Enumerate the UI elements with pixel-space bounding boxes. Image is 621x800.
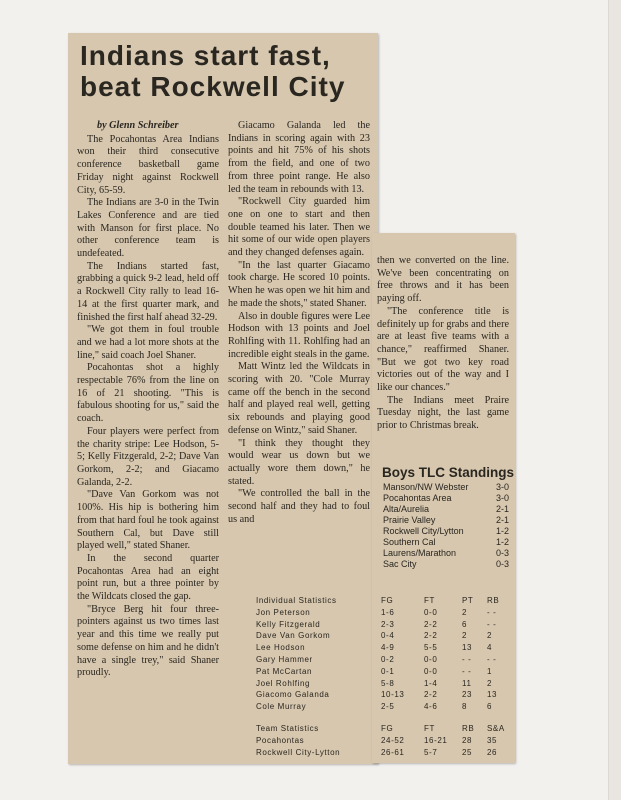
stats-row (256, 701, 510, 713)
paragraph: "Rockwell City guarded him one on one to start and then double teamed his later. Then we hit some of our wide open players and they changed defenses again. (228, 196, 370, 259)
standings-record: 0-3 (495, 548, 509, 558)
paragraph: then we converted on the line. We've been concentrating on free throws and it has been paying off. (377, 255, 509, 305)
stats-cell: 6 (487, 702, 493, 712)
stats-cell: 26-61 (381, 747, 405, 757)
paragraph: "Bryce Berg hit four three-pointers against us two times last year and this time we really put some defense on him and he didn't have a single trey," said Shaner proudly. (77, 603, 219, 679)
stats-cell: 13 (487, 690, 498, 700)
byline: by Glenn Schreiber (97, 120, 179, 131)
stats-cell: 4-9 (381, 643, 395, 653)
stats-header-row (256, 595, 510, 607)
stats-header-cell: FG (381, 596, 394, 605)
stats-cell: Cole Murray (256, 702, 307, 712)
stats-row (256, 607, 510, 619)
paragraph: In the second quarter Pocahontas Area had an eight point run, but a three pointer by the Wildcats closed the gap. (77, 552, 219, 603)
paragraph: Matt Wintz led the Wildcats in scoring with 20. "Cole Murray came off the bench in the second half and played real well, getting six rebounds and playing good defense on Wintz," said Shaner. (228, 361, 370, 436)
standings-row (383, 504, 509, 515)
paragraph: "I think they thought they would wear us down but we actually wore them down," he stated. (228, 437, 370, 487)
article-column-1 (77, 120, 219, 680)
stats-row (256, 747, 510, 759)
stats-cell: 0-1 (381, 666, 395, 676)
standings-team: Alta/Aurelia (383, 504, 430, 514)
standings-team: Pocahontas Area (383, 493, 452, 503)
stats-cell: Pat McCartan (256, 666, 313, 676)
standings-record: 3-0 (495, 482, 509, 492)
stats-row (256, 735, 510, 747)
stats-row (256, 678, 510, 690)
standings-row (383, 482, 509, 493)
stats-cell: - - (487, 607, 497, 617)
stats-cell: 0-0 (424, 666, 438, 676)
standings-record: 3-0 (495, 493, 509, 503)
stats-header-cell: RB (487, 596, 500, 605)
stats-cell: 6 (462, 619, 468, 629)
stats-header-cell: FT (424, 723, 435, 733)
standings-row (383, 526, 509, 537)
stats-cell: 2 (487, 678, 493, 688)
stats-cell: 4-6 (424, 702, 438, 712)
stats-cell: 2-2 (424, 631, 438, 641)
standings-team: Sac City (383, 559, 417, 569)
stats-cell: Rockwell City-Lytton (256, 747, 341, 757)
headline-line-2: beat Rockwell City (80, 71, 346, 102)
stats-cell: 23 (462, 690, 473, 700)
stats-cell: 5-8 (381, 678, 395, 688)
stats-cell: 1-6 (381, 607, 395, 617)
paragraph: The Pocahontas Area Indians won their third consecutive conference basketball game Friday night against Rockwell City, 65-59. (77, 133, 219, 196)
stats-cell: 28 (462, 735, 473, 745)
paragraph: Giacamo Galanda led the Indians in scoring again with 23 points and hit 75% of his shots from the field, and one of two from three point range. He also led the team in rebounds with 13. (228, 120, 370, 195)
stats-header-cell: FT (424, 596, 435, 605)
stats-cell: 2-2 (424, 619, 438, 629)
stats-cell: Jon Peterson (256, 607, 311, 617)
team-stats-table (256, 723, 510, 758)
stats-cell: 0-2 (381, 654, 395, 664)
stats-cell: 2 (462, 607, 468, 617)
article-column-3 (377, 255, 509, 433)
paragraph: The Indians are 3-0 in the Twin Lakes Conference and are tied with Manson for first place. No other conference team is undefeated. (77, 197, 219, 260)
stats-cell: 26 (487, 747, 498, 757)
standings-table (383, 482, 509, 570)
stats-cell: - - (462, 666, 472, 676)
paragraph: "Dave Van Gorkom was not 100%. His hip is bothering him from that hard foul he took against Southern Cal, but Dave still played well," stated Shaner. (77, 489, 219, 552)
stats-cell: 2 (462, 631, 468, 641)
stats-cell: 11 (462, 678, 472, 688)
standings-row (383, 515, 509, 526)
stats-cell: 5-5 (424, 643, 438, 653)
paragraph: "We got them in foul trouble and we had a lot more shots at the line," said coach Joel Shaner. (77, 324, 219, 361)
stats-header-cell: Team Statistics (256, 723, 319, 733)
stats-cell: 13 (462, 643, 473, 653)
stats-row (256, 654, 510, 666)
stats-cell: Lee Hodson (256, 643, 306, 653)
paragraph: "We controlled the ball in the second half and they had to foul us and (228, 488, 370, 525)
stats-header-cell: FG (381, 723, 394, 733)
paragraph: Pocahontas shot a highly respectable 76% from the line on 16 of 21 shooting. "This is fabulous shooting for us," said the coach. (77, 362, 219, 425)
stats-header-cell: PT (462, 596, 474, 605)
standings-row (383, 548, 509, 559)
stats-cell: 25 (462, 747, 473, 757)
standings-row (383, 493, 509, 504)
standings-title: Boys TLC Standings (382, 465, 515, 480)
stats-row (256, 630, 510, 642)
paragraph: "In the last quarter Giacamo took charge. He scored 10 points. When he was open we hit him and he made the shots," stated Shaner. (228, 259, 370, 309)
standings-team: Laurens/Marathon (383, 548, 457, 558)
standings-team: Manson/NW Webster (383, 482, 469, 492)
stats-cell: Giacomo Galanda (256, 690, 330, 700)
stats-cell: - - (462, 654, 472, 664)
stats-header-cell: S&A (487, 723, 505, 733)
stats-cell: 10-13 (381, 690, 405, 700)
standings-team: Southern Cal (383, 537, 436, 547)
stats-cell: Gary Hammer (256, 654, 313, 664)
stats-cell: 5-7 (424, 747, 438, 757)
stats-cell: Kelly Fitzgerald (256, 619, 321, 629)
stats-cell: 8 (462, 702, 468, 712)
paragraph: The Indians meet Praire Tuesday night, the last game prior to Christmas break. (377, 394, 509, 432)
stats-cell: - - (487, 654, 497, 664)
paragraph: The Indians started fast, grabbing a quick 9-2 lead, held off a Rockwell City rally to lead 16-14 at the first quarter mark, and finished the first half ahead 32-29. (77, 260, 219, 323)
standings-team: Rockwell City/Lytton (383, 526, 464, 536)
standings-row (383, 559, 509, 570)
paragraph: "The conference title is definitely up for grabs and there are at least five teams with a chance," reaffirmed Shaner. "But we got two key road victories out of the way and I like our chances." (377, 305, 509, 394)
stats-cell: 1 (487, 666, 493, 676)
paragraph: Four players were perfect from the charity stripe: Lee Hodson, 5-5; Kelly Fitzgerald, 2-2; Dave Van Gorkom, 2-2; and Giacamo Galanda, 2-2. (77, 425, 219, 488)
stats-cell: - - (487, 619, 497, 629)
stats-header-cell: RB (462, 723, 475, 733)
stats-cell: 24-52 (381, 735, 405, 745)
stats-cell: 0-4 (381, 631, 395, 641)
page-edge (608, 0, 621, 800)
stats-cell: 1-4 (424, 678, 438, 688)
headline-line-1: Indians start fast, (80, 40, 331, 71)
standings-row (383, 537, 509, 548)
stats-cell: Dave Van Gorkom (256, 631, 331, 641)
standings-record: 2-1 (495, 515, 509, 525)
stats-cell: Joel Rohlfing (256, 678, 311, 688)
stats-cell: 35 (487, 735, 498, 745)
stats-cell: 4 (487, 643, 493, 653)
stats-cell: 0-0 (424, 607, 438, 617)
stats-cell: 0-0 (424, 654, 438, 664)
standings-record: 0-3 (495, 559, 509, 569)
stats-cell: 2 (487, 631, 493, 641)
stats-header-cell: Individual Statistics (256, 596, 337, 605)
stats-cell: 16-21 (424, 735, 448, 745)
stats-cell: 2-2 (424, 690, 438, 700)
paragraph: Also in double figures were Lee Hodson with 13 points and Joel Rohlfing with 11. Rohlfing had an incredible eight steals in the game. (228, 310, 370, 360)
stats-row (256, 642, 510, 654)
stats-cell: Pocahontas (256, 735, 305, 745)
stats-cell: 2-5 (381, 702, 395, 712)
stats-row (256, 619, 510, 631)
standings-record: 1-2 (495, 537, 509, 547)
standings-record: 1-2 (495, 526, 509, 536)
stats-box (256, 595, 510, 758)
standings-team: Prairie Valley (383, 515, 436, 525)
stats-cell: 2-3 (381, 619, 395, 629)
article-column-2 (228, 120, 370, 527)
stats-header-row (256, 723, 510, 735)
individual-stats-table (256, 595, 510, 713)
stats-row (256, 689, 510, 701)
article-headline (80, 40, 365, 102)
standings-record: 2-1 (495, 504, 509, 514)
stats-row (256, 666, 510, 678)
